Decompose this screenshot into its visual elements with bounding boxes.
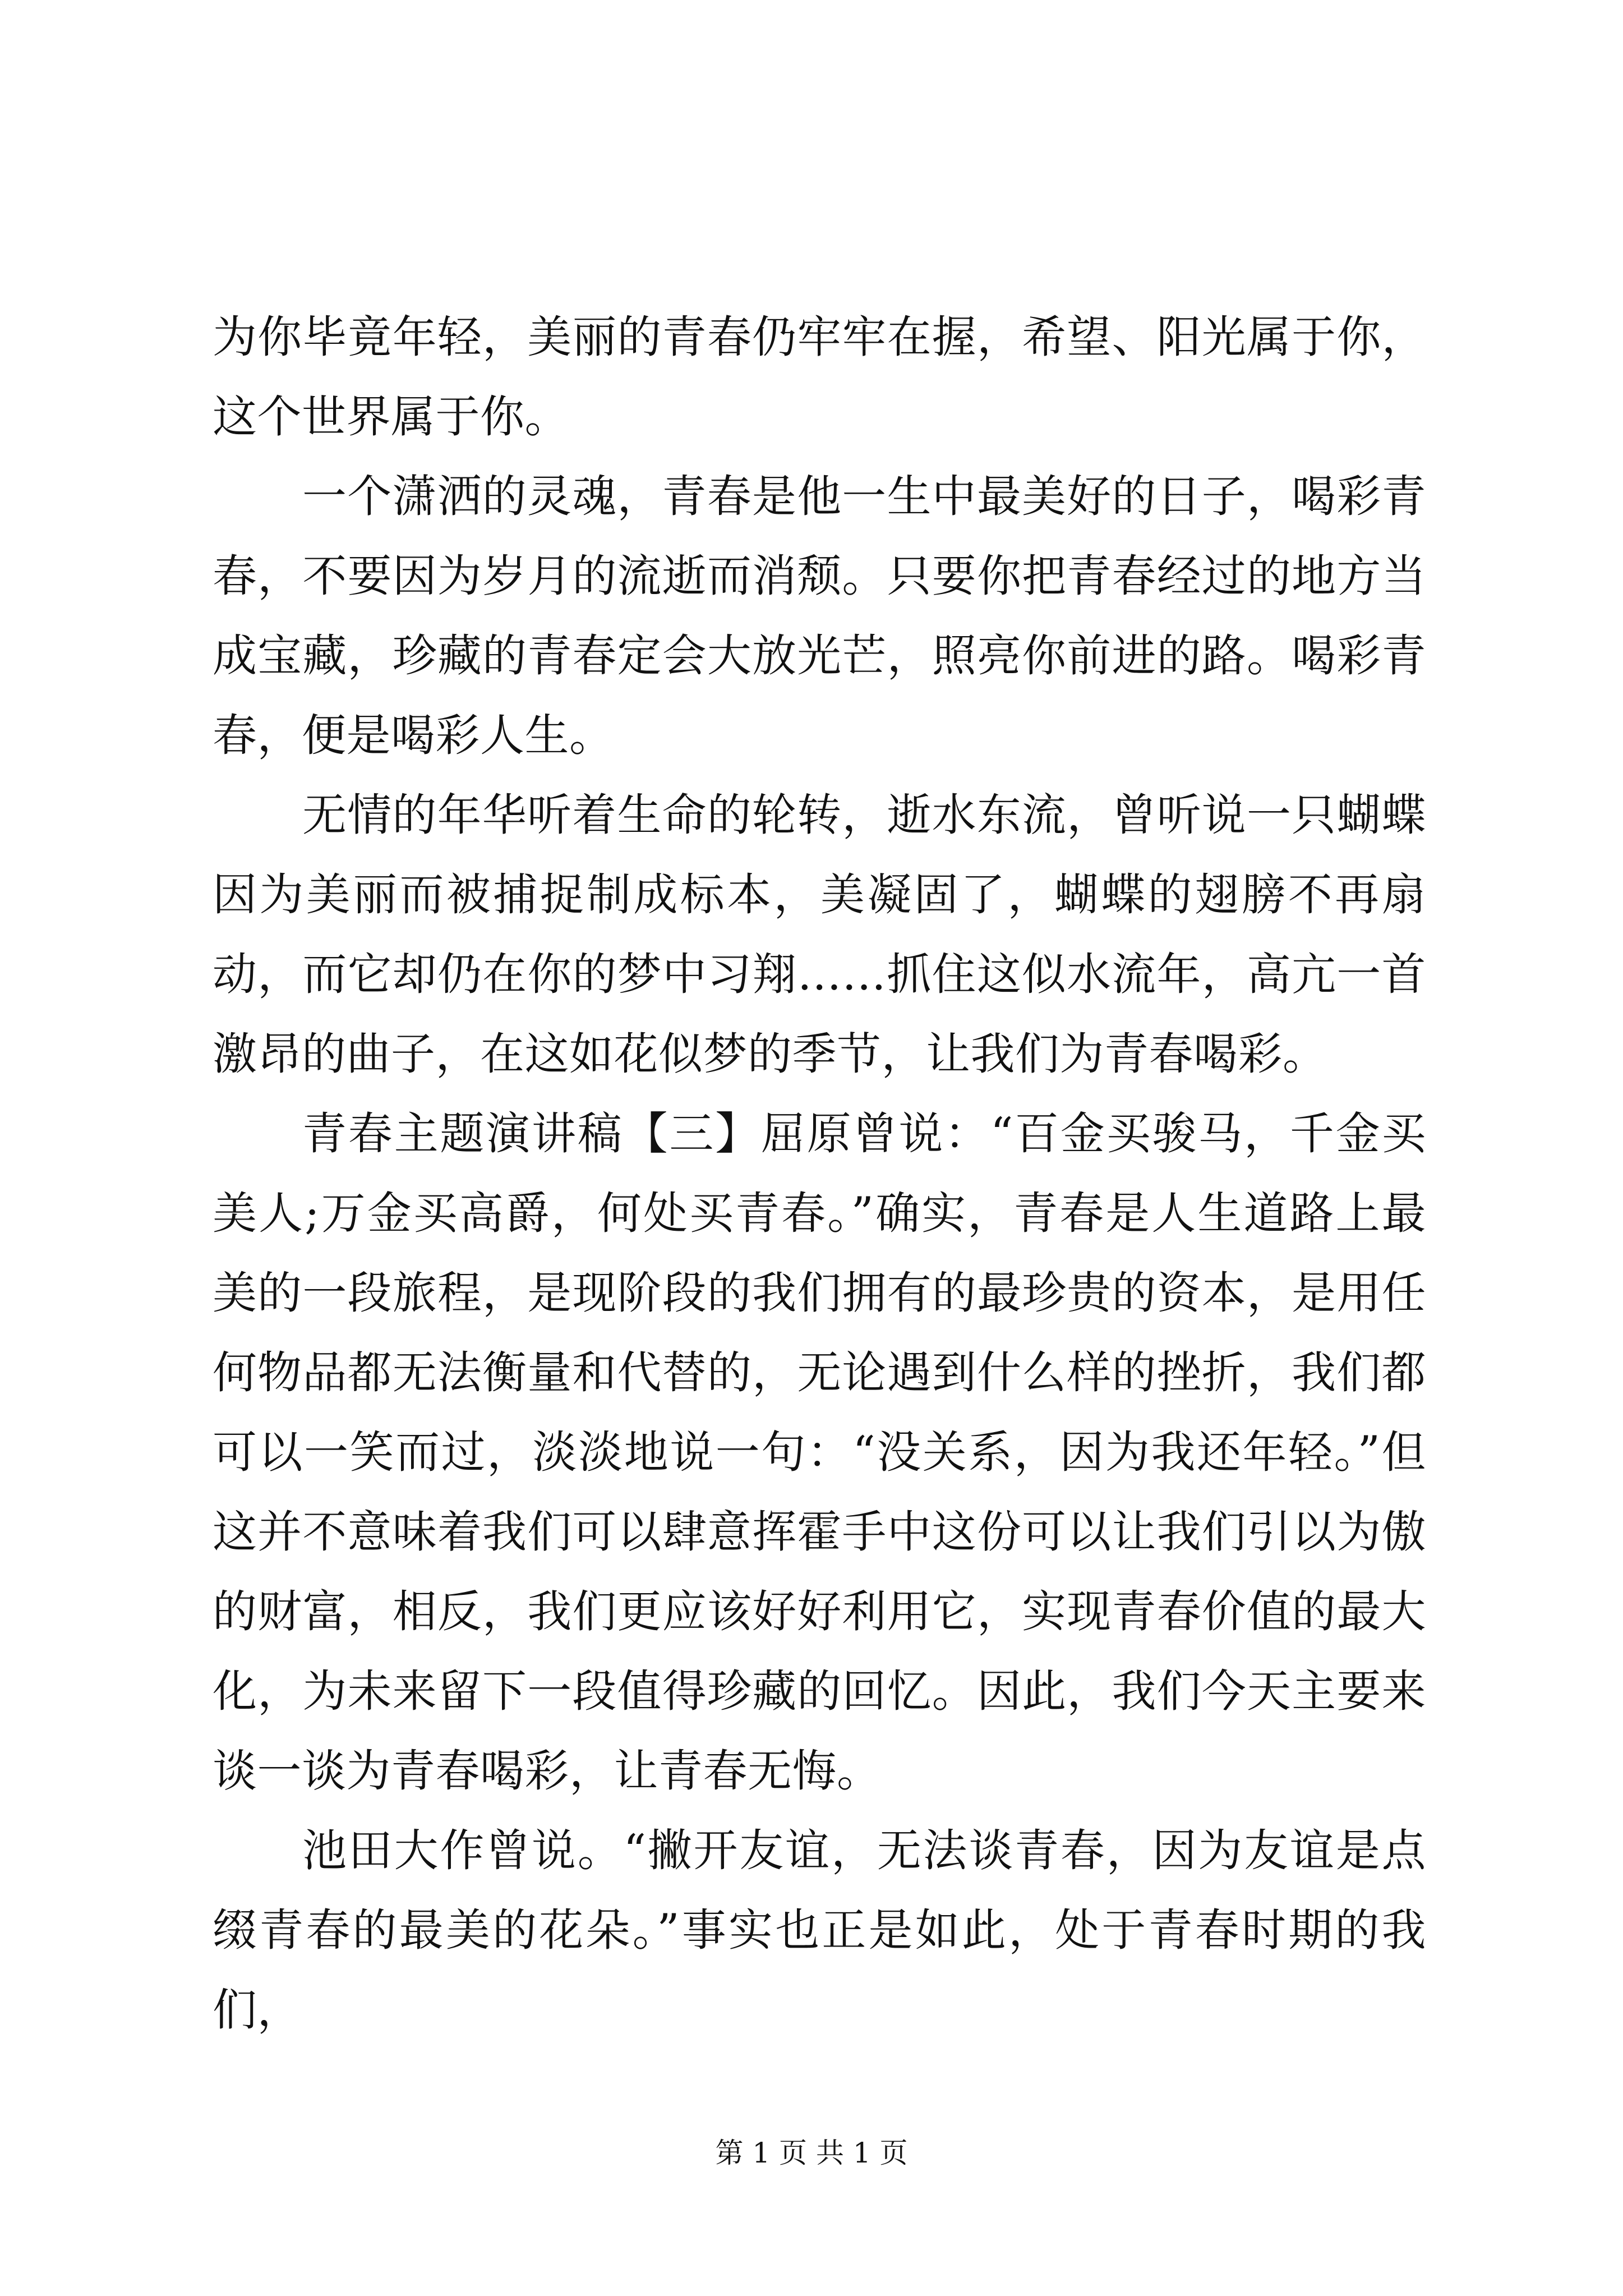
body-text xyxy=(213,297,1426,2050)
paragraph: 一个潇洒的灵魂，青春是他一生中最美好的日子，喝彩青春，不要因为岁月的流逝而消颓。只要你把青春经过的地方当成宝藏，珍藏的青春定会大放光芒，照亮你前进的路。喝彩青春，便是喝彩人生。 xyxy=(213,471,1426,761)
paragraph: 青春主题演讲稿【三】屈原曾说：“百金买骏马，千金买美人;万金买高爵，何处买青春。”确实，青春是人生道路上最美的一段旅程，是现阶段的我们拥有的最珍贵的资本，是用任何物品都无法衡量和代替的，无论遇到什么样的挫折，我们都可以一笑而过，淡淡地说一句：“没关系，因为我还年轻。”但这并不意味着我们可以肆意挥霍手中这份可以让我们引以为傲的财富，相反，我们更应该好好利用它，实现青春价值的最大化，为未来留下一段值得珍藏的回忆。因此，我们今天主要来谈一谈为青春喝彩，让青春无悔。 xyxy=(213,1108,1426,1797)
page-footer: 第 1 页 共 1 页 xyxy=(715,2137,908,2169)
paragraph: 无情的年华听着生命的轮转，逝水东流，曾听说一只蝴蝶因为美丽而被捕捉制成标本，美凝固了，蝴蝶的翅膀不再扇动，而它却仍在你的梦中习翔……抓住这似水流年，高亢一首激昂的曲子，在这如花似梦的季节，让我们为青春喝彩。 xyxy=(213,789,1426,1080)
paragraph: 池田大作曾说。“撇开友谊，无法谈青春，因为友谊是点缀青春的最美的花朵。”事实也正是如此，处于青春时期的我们， xyxy=(213,1825,1426,2036)
paragraph-continuation: 为你毕竟年轻，美丽的青春仍牢牢在握，希望、阳光属于你，这个世界属于你。 xyxy=(213,311,1426,443)
